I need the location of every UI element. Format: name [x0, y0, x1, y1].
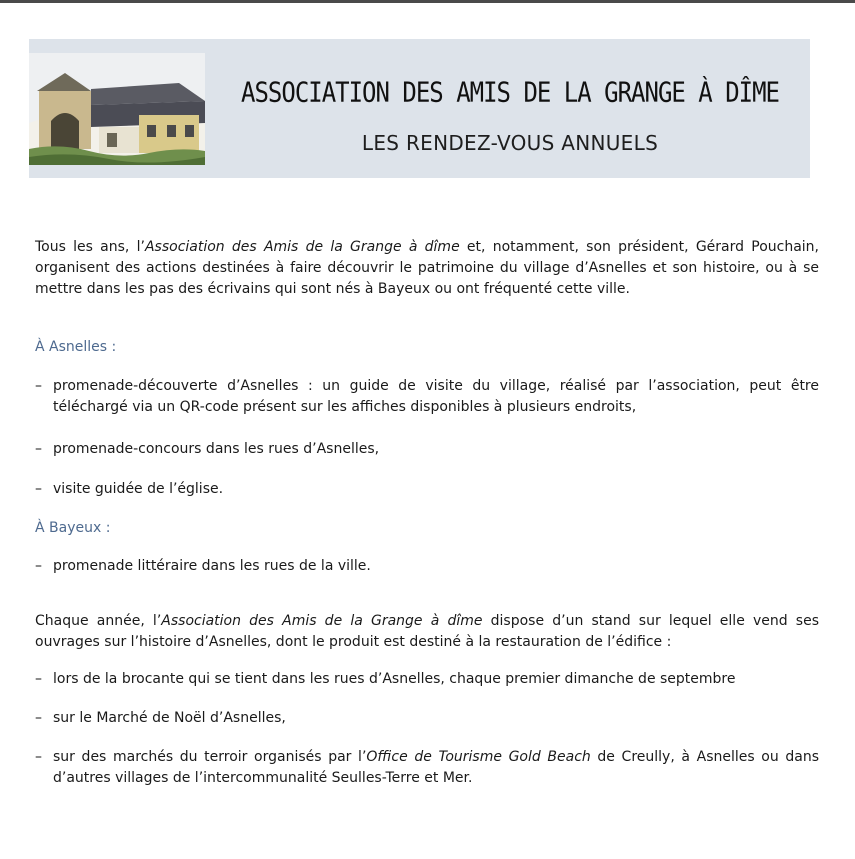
barn-illustration-icon — [29, 53, 205, 165]
list-item: – sur le Marché de Noël d’Asnelles, — [35, 708, 819, 729]
list-item: – promenade-découverte d’Asnelles : un guide de visite du village, réalisé par l’association, peut être téléchargé via un QR-code présent sur les affiches disponibles à plusieurs endroits, — [35, 376, 819, 418]
section-heading-bayeux: À Bayeux : — [35, 520, 111, 536]
intro-text-end: et, notamment, son président, Gérard Pouchain, organisent des actions destinées à faire découvrir le patrimoine du village d’Asnelles et son histoire, ou à se mettre dans les pas des écrivains qui sont nés à Bayeux ou ont fréquenté cette ville. — [35, 239, 819, 297]
banner-subtitle: LES RENDEZ-VOUS ANNUELS — [361, 131, 659, 155]
office-tourisme-name: Office de Tourisme Gold Beach — [366, 749, 591, 765]
last-item-start: sur des marchés du terroir organisés par l’ — [53, 749, 367, 765]
last-item-end: de Creully, à Asnelles ou dans d’autres villages de l’intercommunalité Seulles-Terre et Mer. — [53, 749, 820, 786]
yearly-text-end: dispose d’un stand sur lequel elle vend ses ouvrages sur l’histoire d’Asnelles, dont le produit est destiné à la restauration de l’édifice : — [35, 613, 819, 650]
yearly-org-name: Association des Amis de la Grange à dîme — [161, 613, 483, 629]
article-body — [35, 237, 819, 789]
banner-title: ASSOCIATION DES AMIS DE LA GRANGE À DÎME — [241, 76, 779, 109]
asnelles-list — [35, 376, 819, 500]
intro-paragraph — [35, 237, 819, 300]
intro-text-start: Tous les ans, l’ — [35, 239, 145, 255]
header-banner — [29, 39, 810, 178]
list-item: – promenade-concours dans les rues d’Asnelles, — [35, 439, 819, 460]
list-item: – lors de la brocante qui se tient dans les rues d’Asnelles, chaque premier dimanche de septembre — [35, 669, 819, 690]
yearly-text-start: Chaque année, l’ — [35, 613, 162, 629]
section-heading-asnelles: À Asnelles : — [35, 339, 117, 355]
intro-org-name: Association des Amis de la Grange à dîme — [144, 239, 460, 255]
bayeux-list — [35, 556, 819, 577]
yearly-paragraph — [35, 611, 819, 653]
list-item — [35, 747, 819, 789]
list-item: – visite guidée de l’église. — [35, 479, 819, 500]
list-item: – promenade littéraire dans les rues de la ville. — [35, 556, 819, 577]
top-rule — [0, 0, 855, 3]
yearly-list — [35, 669, 819, 789]
